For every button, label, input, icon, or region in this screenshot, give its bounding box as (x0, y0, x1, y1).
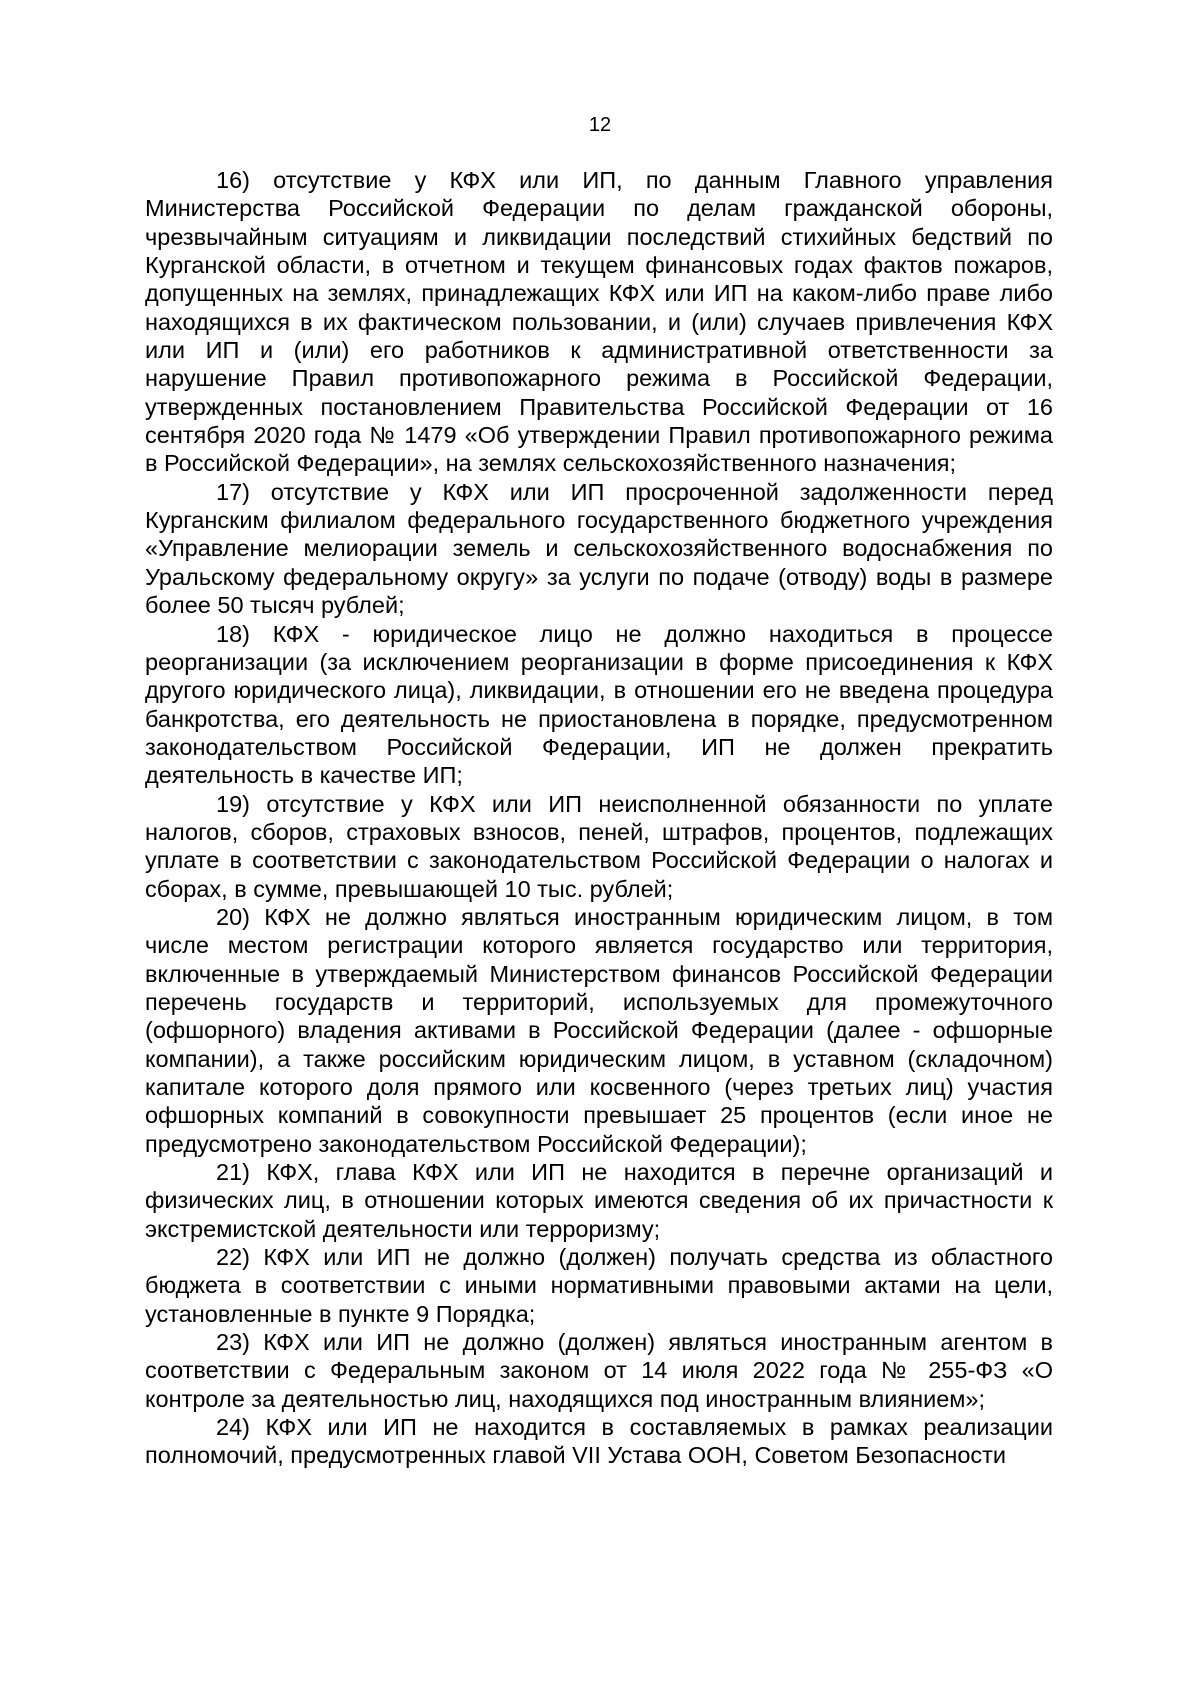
paragraph-item-17: 17) отсутствие у КФХ или ИП просроченной задолженности перед Курганским филиалом федерального государственного бюджетного учреждения «Управление мелиорации земель и сельскохозяйственного водоснабжения по Уральскому федеральному округу» за услуги по подаче (отводу) воды в размере более 50 тысяч рублей; (145, 478, 1053, 619)
paragraph-item-16: 16) отсутствие у КФХ или ИП, по данным Главного управления Министерства Российской Федерации по делам гражданской обороны, чрезвычайным ситуациям и ликвидации последствий стихийных бедствий по Курганской области, в отчетном и текущем финансовых годах фактов пожаров, допущенных на землях, принадлежащих КФХ или ИП на каком-либо праве либо находящихся в их фактическом пользовании, и (или) случаев привлечения КФХ или ИП и (или) его работников к административной ответственности за нарушение Правил противопожарного режима в Российской Федерации, утвержденных постановлением Правительства Российской Федерации от 16 сентября 2020 года № 1479 «Об утверждении Правил противопожарного режима в Российской Федерации», на землях сельскохозяйственного назначения; (145, 167, 1053, 477)
paragraph-item-24: 24) КФХ или ИП не находится в составляемых в рамках реализации полномочий, предусмотренных главой VII Устава ООН, Советом Безопасности (145, 1414, 1053, 1469)
paragraph-item-22: 22) КФХ или ИП не должно (должен) получать средства из областного бюджета в соответствии с иными нормативными правовыми актами на цели, установленные в пункте 9 Порядка; (145, 1244, 1053, 1327)
paragraph-item-23: 23) КФХ или ИП не должно (должен) являться иностранным агентом в соответствии с Федеральным законом от 14 июля 2022 года № 255-ФЗ «О контроле за деятельностью лиц, находящихся под иностранным влиянием»; (145, 1329, 1053, 1412)
page-number: 12 (588, 114, 612, 136)
paragraph-item-20: 20) КФХ не должно являться иностранным юридическим лицом, в том числе местом регистрации которого является государство или территория, включенные в утверждаемый Министерством финансов Российской Федерации перечень государств и территорий, используемых для промежуточного (офшорного) владения активами в Российской Федерации (далее - офшорные компании), а также российским юридическим лицом, в уставном (складочном) капитале которого доля прямого или косвенного (через третьих лиц) участия офшорных компаний в совокупности превышает 25 процентов (если иное не предусмотрено законодательством Российской Федерации); (145, 903, 1053, 1157)
paragraph-item-18: 18) КФХ - юридическое лицо не должно находиться в процессе реорганизации (за исключением реорганизации в форме присоединения к КФХ другого юридического лица), ликвидации, в отношении его не введена процедура банкротства, его деятельность не приостановлена в порядке, предусмотренном законодательством Российской Федерации, ИП не должен прекратить деятельность в качестве ИП; (145, 620, 1053, 789)
paragraph-item-21: 21) КФХ, глава КФХ или ИП не находится в перечне организаций и физических лиц, в отношении которых имеются сведения об их причастности к экстремистской деятельности или терроризму; (145, 1159, 1053, 1242)
paragraph-item-19: 19) отсутствие у КФХ или ИП неисполненной обязанности по уплате налогов, сборов, страховых взносов, пеней, штрафов, процентов, подлежащих уплате в соответствии с законодательством Российской Федерации о налогах и сборах, в сумме, превышающей 10 тыс. рублей; (145, 790, 1053, 902)
document-body (145, 166, 1053, 1470)
